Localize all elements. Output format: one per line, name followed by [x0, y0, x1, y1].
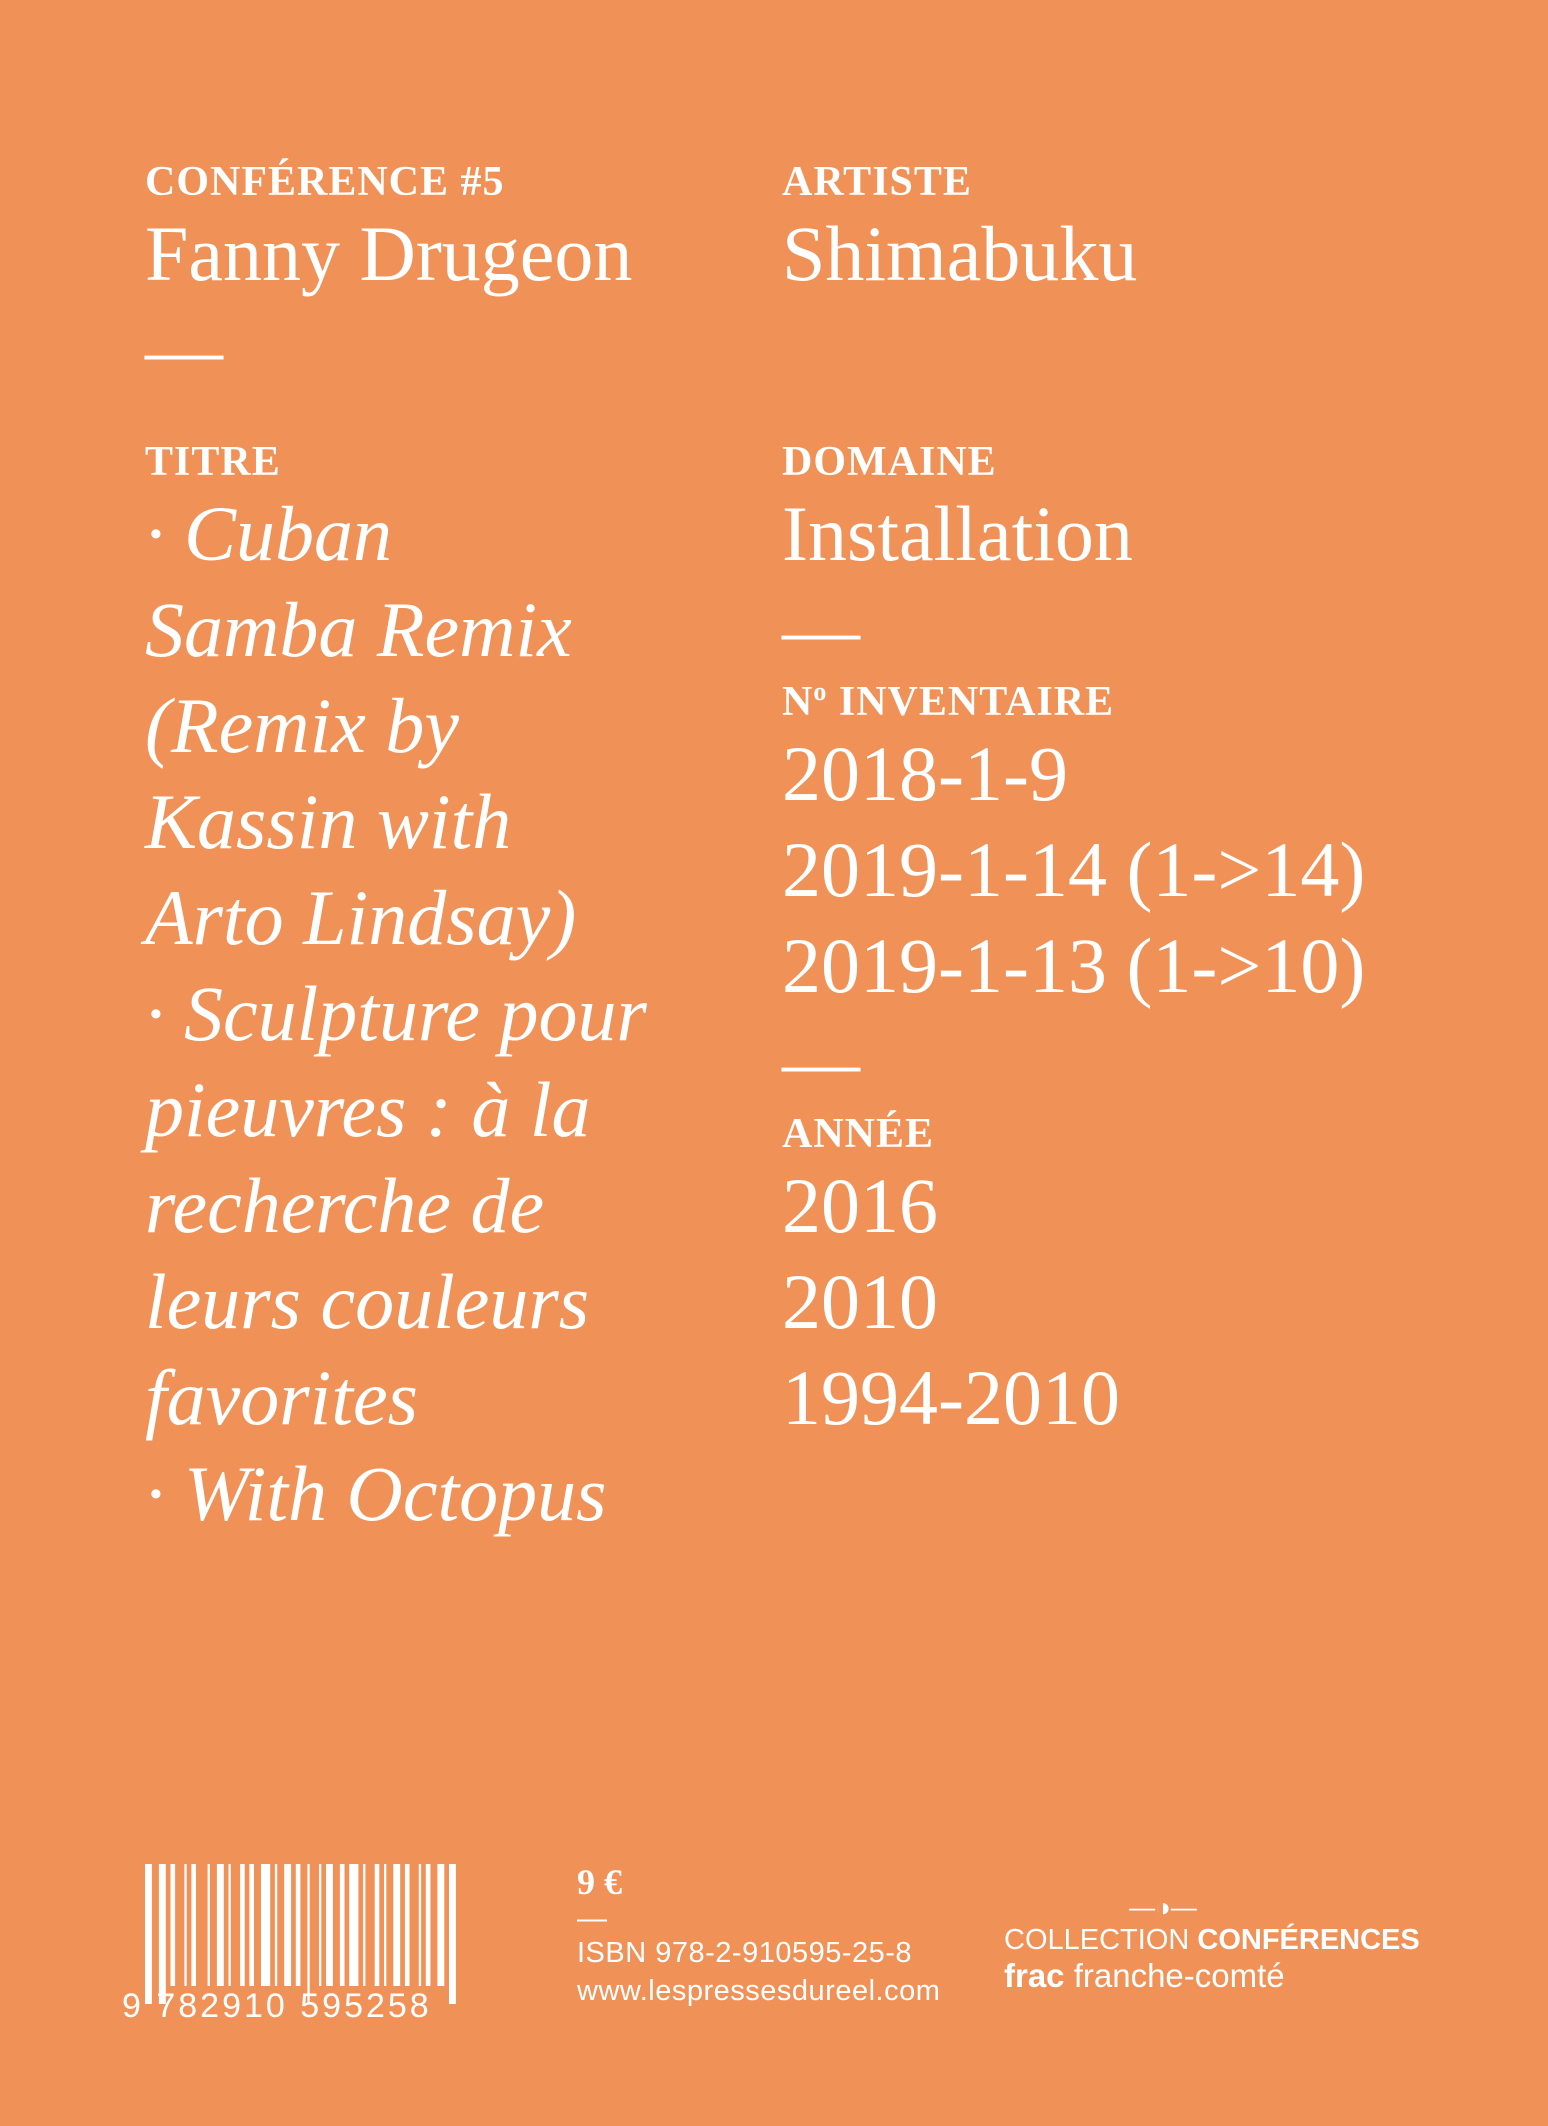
barcode-bar: [249, 1864, 254, 1986]
barcode-bar: [419, 1864, 421, 1986]
titre-line: leurs couleurs: [145, 1258, 590, 1345]
separator-dash: —: [145, 306, 223, 393]
right-column: [782, 158, 1482, 1446]
barcode-bar: [340, 1864, 345, 1986]
barcode-digits: 9 782910 595258: [122, 1987, 432, 2025]
barcode-bar: [184, 1864, 186, 1986]
isbn: ISBN 978-2-910595-25-8: [577, 1937, 913, 1969]
barcode-bar: [159, 1864, 166, 2004]
barcode-bar: [171, 1864, 176, 1986]
barcode-bar: [261, 1864, 270, 1986]
conference-label: CONFÉRENCE #5: [145, 159, 505, 205]
barcode-bar: [437, 1864, 444, 1986]
barcode-bar: [326, 1864, 333, 1986]
barcode-bar: [426, 1864, 431, 1986]
titre-line: Samba Remix: [145, 586, 572, 673]
titre-line: recherche de: [145, 1162, 545, 1249]
collection-name: COLLECTION CONFÉRENCES: [1004, 1924, 1420, 1956]
artiste-label: ARTISTE: [782, 159, 972, 205]
publisher-website: www.lespressesdureel.com: [577, 1975, 941, 2007]
inventaire-value: 2019-1-14 (1->14): [782, 826, 1366, 913]
barcode-bar: [393, 1864, 400, 1986]
barcode-bar: [229, 1864, 231, 1986]
titre-line: · Sculpture pour: [145, 970, 647, 1057]
barcode-bar: [349, 1864, 358, 1986]
titre-line: Kassin with: [145, 778, 512, 865]
barcode-bar: [191, 1864, 196, 1986]
collection-block: [1004, 1892, 1420, 1996]
annee-value: 2010: [782, 1258, 938, 1345]
annee-value: 1994-2010: [782, 1354, 1120, 1441]
barcode-bar: [449, 1864, 456, 2004]
annee-value: 2016: [782, 1162, 938, 1249]
titre-line: favorites: [145, 1354, 418, 1441]
titre-line: (Remix by: [145, 682, 459, 769]
artiste-name: Shimabuku: [782, 210, 1138, 297]
price: 9 €: [577, 1862, 622, 1902]
barcode-bar: [384, 1864, 386, 1986]
barcode-bar: [319, 1864, 321, 1986]
collection-logo-icon: —◑—: [1129, 1892, 1197, 1922]
inventaire-value: 2019-1-13 (1->10): [782, 922, 1366, 1009]
titre-line: Arto Lindsay): [145, 874, 577, 961]
barcode-bar: [296, 1864, 301, 1986]
barcode-bar: [363, 1864, 365, 1986]
barcode-bar: [145, 1864, 152, 2004]
left-column: [145, 158, 755, 1542]
barcode-bar: [307, 1864, 309, 2004]
annee-label: ANNÉE: [782, 1111, 935, 1157]
titre-line: · Cuban: [145, 490, 393, 577]
titre-line: · With Octopus: [145, 1450, 607, 1537]
barcode-bar: [208, 1864, 210, 1986]
frac-logo: frac franche-comté: [1004, 1957, 1285, 1994]
barcode-bar: [217, 1864, 224, 1986]
barcode-bar: [375, 1864, 380, 1986]
domaine-label: DOMAINE: [782, 439, 997, 485]
barcode-bar: [240, 1864, 245, 1986]
titre-line: pieuvres : à la: [145, 1066, 591, 1153]
barcode-bar: [284, 1864, 291, 1986]
price-isbn-block: [577, 1860, 940, 2010]
separator-dash: —: [782, 1018, 860, 1105]
domaine-value: Installation: [782, 490, 1133, 577]
titre-label: TITRE: [145, 439, 281, 485]
conference-speaker: Fanny Drugeon: [145, 210, 633, 297]
separator-dash: —: [782, 586, 860, 673]
inventaire-label: $N^o$ INVENTAIRE: [782, 677, 1115, 725]
separator-dash: —: [577, 1902, 607, 1935]
barcode-bar: [275, 1864, 277, 1986]
inventaire-value: 2018-1-9: [782, 730, 1068, 817]
barcode-bar: [405, 1864, 410, 1986]
barcode-icon: [145, 1864, 540, 2004]
